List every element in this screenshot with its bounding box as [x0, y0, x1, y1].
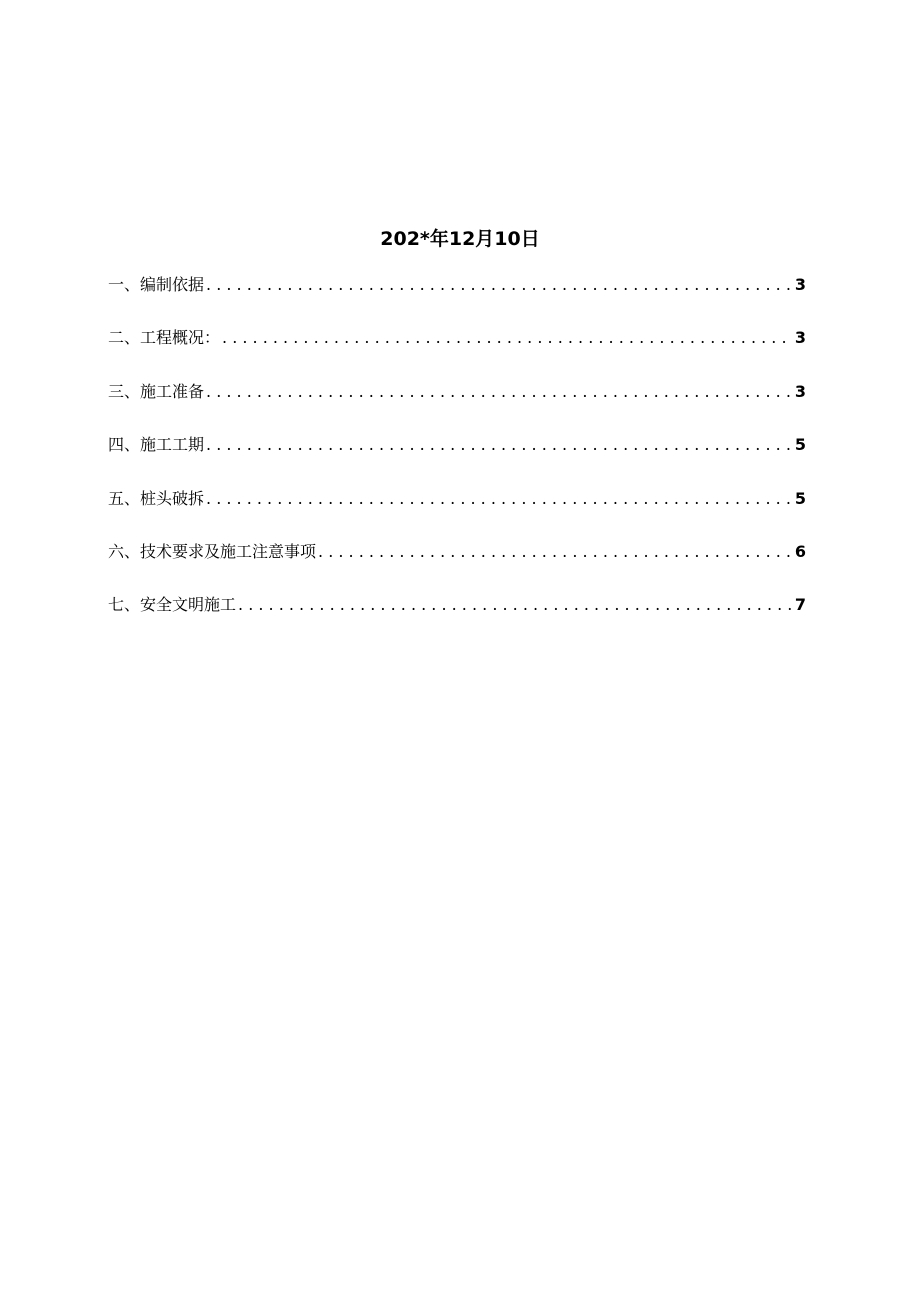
- table-of-contents: [108, 272, 806, 646]
- toc-entry-title: 三、施工准备: [108, 381, 205, 401]
- toc-entry-6[interactable]: [108, 539, 806, 592]
- toc-dot-leader: [206, 272, 793, 298]
- toc-entry-2[interactable]: [108, 325, 806, 378]
- toc-entry-page: 5: [794, 435, 806, 455]
- toc-entry-5[interactable]: [108, 486, 806, 539]
- toc-entry-title: 七、安全文明施工: [108, 595, 237, 615]
- toc-entry-title: 五、桩头破拆: [108, 488, 205, 508]
- toc-entry-7[interactable]: [108, 592, 806, 645]
- toc-entry-3[interactable]: [108, 379, 806, 432]
- toc-dot-leader: [206, 432, 793, 458]
- toc-entry-4[interactable]: [108, 432, 806, 485]
- toc-entry-title: 六、技术要求及施工注意事项: [108, 541, 317, 561]
- toc-entry-title: 二、工程概况：: [108, 328, 221, 348]
- toc-dot-leader: [222, 325, 793, 351]
- toc-entry-title: 一、编制依据: [108, 275, 205, 294]
- document-date: 202*年12月10日: [380, 228, 540, 250]
- toc-entry-page: 3: [794, 275, 806, 294]
- toc-entry-1[interactable]: [108, 272, 806, 325]
- toc-entry-page: 3: [794, 381, 806, 401]
- toc-entry-page: 6: [794, 541, 806, 561]
- toc-entry-page: 5: [794, 488, 806, 508]
- toc-dot-leader: [238, 592, 793, 618]
- toc-dot-leader: [318, 539, 793, 565]
- toc-entry-page: 3: [794, 328, 806, 348]
- toc-dot-leader: [206, 379, 793, 405]
- toc-entry-title: 四、施工工期: [108, 435, 205, 455]
- toc-entry-page: 7: [794, 595, 806, 615]
- toc-dot-leader: [206, 486, 793, 512]
